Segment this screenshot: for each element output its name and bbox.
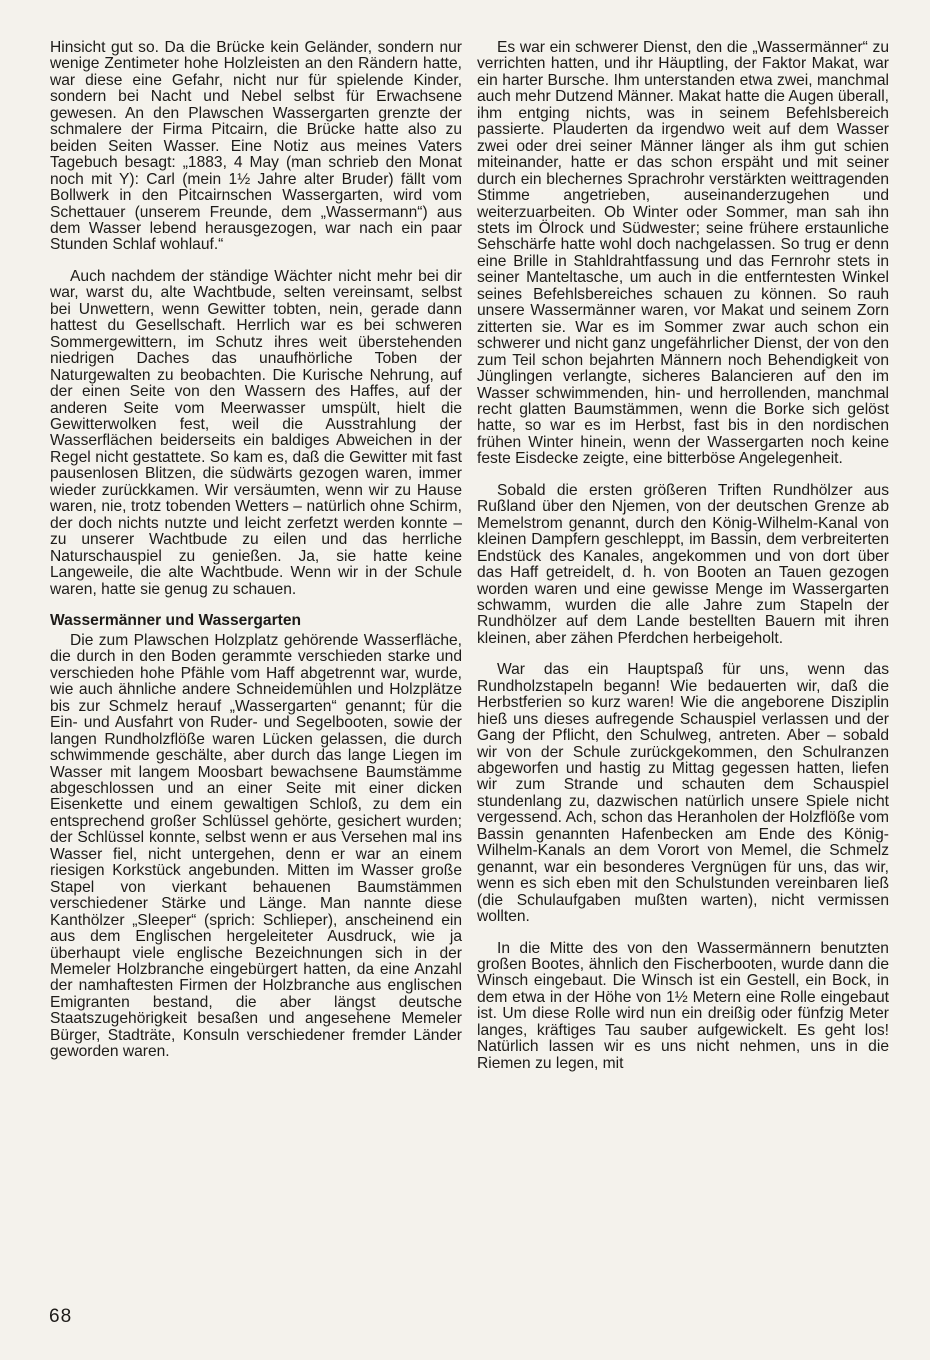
- paragraph: Es war ein schwerer Dienst, den die „Wassermänner“ zu verrichten hatten, und ihr Häuptling, der Faktor Makat, war ein harter Bursche. Ihm unterstanden etwa zwei, manchmal auch mehr Dutzend Männer. Makat hatte die Augen überall, ihm entging nichts, was in seinem Befehlsbereich passierte. Plauderten da irgendwo weit auf dem Wasser zwei oder drei seiner Männer länger als ihm gut schien miteinander, hatte er das schon erspäht und mit seiner durch ein blechernes Sprachrohr verstärkten weittragenden Stimme angetrieben, auseinanderzugehen und weiterzuarbeiten. Ob Winter oder Sommer, man sah ihn stets im Ölrock und Südwester; seine frühere erstaunliche Sehschärfe hatte wohl doch nachgelassen. So trug er denn eine Brille in Stahldrahtfassung und das Fernrohr stets in seiner Manteltasche, um auch in die entferntesten Winkel seines Befehlsbereiches schauen zu können. So rauh unsere Wassermänner waren, vor Makat und seinem Zorn zitterten sie. War es im Sommer zwar auch schon ein schwerer und nicht ganz ungefährlicher Dienst, der von den zum Teil schon bejahrten Männern noch Behendigkeit von Jünglingen verlangte, sicheres Balancieren auf den im Wasser schwimmenden, hin- und herrollenden, manchmal recht glatten Baumstämmen, wenn die Borke sich gelöst hatte, so war es im Herbst, fast bis in den nordischen frühen Winter hinein, wenn der Wassergarten noch keine feste Eisdecke zeigte, eine bitterböse Angelegenheit.: [477, 39, 889, 468]
- paragraph: Die zum Plawschen Holzplatz gehörende Wasserfläche, die durch in den Boden gerammte verschieden starke und verschieden hohe Pfähle vom Haff abgetrennt war, wurde, wie auch ähnliche andere Schneidemühlen und Holzplätze bis zur Schmelz herauf „Wassergarten“ genannt; für die Ein- und Ausfahrt von Ruder- und Segelbooten, sowie der langen Rundholzflöße waren Lücken gelassen, die durch schwimmende geschälte, aber durch das lange Liegen im Wasser mit langem Moosbart bewachsene Baumstämme abgeschlossen und an einer Seite mit einer dicken Eisenkette und einem gewaltigen Schloß, zu dem ein entsprechend großer Schlüssel gehörte, gesichert wurden; der Schlüssel konnte, selbst wenn er aus Versehen mal ins Wasser fiel, nicht untergehen, denn er war an einem riesigen Korkstück angebunden. Mitten im Wasser große Stapel von vierkant behauenen Baumstämmen verschiedener Stärke und Länge. Man nannte diese Kanthölzer „Sleeper“ (sprich: Schlieper), anscheinend ein aus dem Englischen hergeleiteter Ausdruck, wie ja überhaupt viele englische Bezeichnungen sich in der Memeler Holzbranche eingebürgert hatten, da eine Anzahl der namhaftesten Firmen der Holzbranche aus englischen Emigranten bestand, die aber längst deutsche Staatszugehörigkeit besaßen und angesehene Memeler Bürger, Stadträte, Konsuln verschiedener fremder Länder geworden waren.: [50, 631, 462, 1061]
- paragraph: Sobald die ersten größeren Triften Rundhölzer aus Rußland über den Njemen, von der deutschen Grenze ab Memelstrom genannt, durch den König-Wilhelm-Kanal von kleinen Dampfern geschleppt, im Bassin, dem verbreiterten Endstück des Kanales, angekommen und von dort über das Haff getreidelt, d. h. von Booten an Tauen gezogen worden waren und eine gewisse Menge im Wassergarten schwamm, wurden die alle Jahre zum Stapeln der Rundhölzer auf dem Lande bestellten Bauern mit ihren kleinen, aber zähen Pferdchen herbeigeholt.: [477, 481, 889, 647]
- page-number: 68: [49, 1306, 73, 1327]
- paragraph: In die Mitte des von den Wassermännern benutzten großen Bootes, ähnlich den Fischerbooten, wurde dann die Winsch eingebaut. Die Winsch ist ein Gestell, ein Bock, in dem etwa in der Höhe von 1½ Metern eine Rolle eingebaut ist. Um diese Rolle wird nun ein dreißig oder fünfzig Meter langes, kräftiges Tau sauber aufgewickelt. Es geht los! Natürlich lassen wir es uns nicht nehmen, uns in die Riemen zu legen, mit: [477, 939, 889, 1072]
- paragraph: Hinsicht gut so. Da die Brücke kein Geländer, sondern nur wenige Zentimeter hohe Holzleisten an den Rändern hatte, war diese eine Gefahr, nicht nur für spielende Kinder, sondern bei Nacht und Nebel selbst für Erwachsene gewesen. An den Plawschen Wassergarten grenzte der schmalere der Firma Pitcairn, die Brücke hatte also zu beiden Seiten Wasser. Eine Notiz aus meines Vaters Tagebuch besagt: „1883, 4 May (man schrieb den Monat noch mit Y): Carl (mein 1½ Jahre alter Bruder) fällt vom Bollwerk in den Pitcairnschen Wassergarten, wird vom Schettauer (unserem Freunde, dem „Wassermann“) aus dem Wasser lebend herausgezogen, war nach ein paar Stunden Schlaf wohlauf.“: [50, 39, 462, 254]
- paragraph: War das ein Hauptspaß für uns, wenn das Rundholzstapeln begann! Wie bedauerten wir, daß die Herbstferien so kurz waren! Wie die angeborene Disziplin hieß uns dieses aufregende Schauspiel verlassen und der Gang der Pflicht, den Schulweg, antreten. Aber – sobald wir von der Schule zurückgekommen, den Schulranzen abgeworfen und hastig zu Mittag gegessen hatten, liefen wir zum Strande und schauten dem Schauspiel stundenlang zu, dazwischen natürlich unsere Spiele nicht vergessend. Ach, schon das Heranholen der Holzflöße vom Bassin genannten Hafenbecken am Ende des König-Wilhelm-Kanals an dem Vorort von Memel, die Schmelz genannt, war ein besonderes Vergnügen für uns, das wir, wenn es sich eben mit den Schulstunden vereinbaren ließ (die Schulaufgaben mußten warten), nicht vermissen wollten.: [477, 661, 889, 926]
- section-heading: Wassermänner und Wassergarten: [50, 611, 302, 629]
- paragraph: Auch nachdem der ständige Wächter nicht mehr bei dir war, warst du, alte Wachtbude, selten vereinsamt, selbst bei Unwettern, wenn Gewitter tobten, nein, gerade dann hattest du Gesellschaft. Herrlich war es bei schweren Sommergewittern, im Schutz ihres weit überstehenden niedrigen Daches das unaufhörliche Toben der Naturgewalten zu beobachten. Die Kurische Nehrung, auf der einen Seite von den Wassern des Haffes, auf der anderen Seite vom Meerwasser umspült, hielt die Gewitterwolken fest, weil die Ausstrahlung der Wasserflächen beiderseits ein baldiges Abweichen in der Regel nicht gestattete. So kam es, daß die Gewitter mit fast pausenlosen Blitzen, die südwärts gezogen waren, immer wieder zurückkamen. Wir versäumten, wenn wir zu Hause waren, nie, trotz tobenden Wetters – natürlich ohne Schirm, der doch nichts nutzte und leicht zerfetzt werden konnte – zu unserer Wachtbude zu eilen und das herrliche Naturschauspiel zu genießen. Ja, sie hatte keine Langeweile, die alte Wachtbude. Wenn wir in der Schule waren, hatte sie genug zu schauen.: [50, 267, 462, 598]
- right-column: [477, 40, 889, 1072]
- left-column: [50, 40, 462, 1061]
